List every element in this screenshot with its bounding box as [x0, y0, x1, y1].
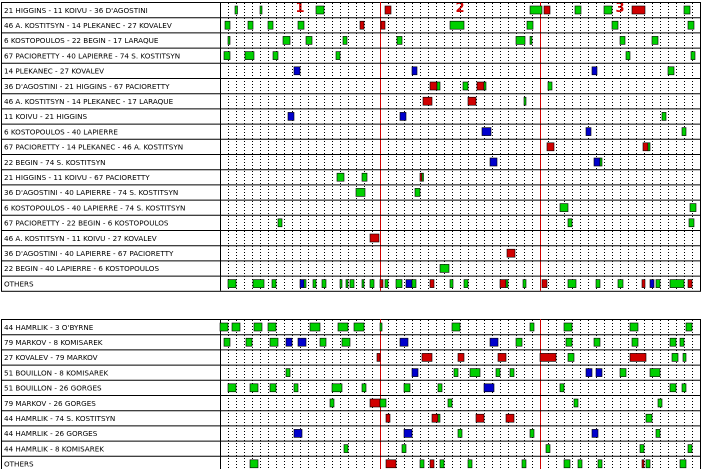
shift-bar-even: [566, 338, 572, 346]
shift-bar-even: [672, 353, 678, 361]
shift-bar-even: [253, 280, 264, 288]
shift-bar-even: [370, 280, 374, 288]
shift-bar-even: [506, 280, 508, 288]
shift-bar-even: [228, 280, 236, 288]
shift-bar-even: [650, 369, 660, 377]
shift-bar-pp: [370, 399, 380, 407]
shift-bar-even: [484, 82, 486, 90]
shift-bar-even: [680, 338, 684, 346]
row-label: 67 PACIORETTY - 40 LAPIERRE - 74 S. KOSTITSYN: [4, 51, 181, 61]
shift-bar-even: [448, 399, 452, 407]
row-label: 51 BOUILLON - 8 KOMISAREK: [4, 368, 109, 378]
shift-bar-pp: [430, 460, 434, 468]
shift-bar-pp: [377, 353, 380, 361]
shift-bar-even: [304, 280, 306, 288]
shift-bar-pp: [381, 21, 385, 29]
row-label: OTHERS: [4, 459, 34, 469]
shift-bar-even: [450, 280, 453, 288]
shift-bar-pp: [544, 6, 550, 14]
shift-bar-even: [548, 82, 552, 90]
shift-bar-even: [385, 280, 388, 288]
shift-bar-even: [452, 323, 460, 331]
shift-bar-pk: [298, 338, 306, 346]
shift-bar-pk: [650, 280, 654, 288]
shift-bar-even: [362, 384, 366, 392]
shift-bar-even: [248, 21, 253, 29]
row-label: OTHERS: [4, 279, 34, 289]
shift-bar-even: [380, 399, 386, 407]
shift-bar-even: [612, 21, 618, 29]
shift-bar-even: [688, 445, 692, 453]
shift-bar-even: [468, 460, 472, 468]
shift-bar-even: [396, 280, 402, 288]
shift-bar-pp: [507, 249, 515, 257]
shift-bar-pk: [586, 369, 592, 377]
shift-bar-pp: [360, 21, 364, 29]
shift-bar-even: [546, 445, 550, 453]
shift-bar-pp: [380, 280, 383, 288]
shift-bar-even: [470, 369, 480, 377]
shift-bar-even: [286, 369, 290, 377]
shift-bar-even: [527, 21, 533, 29]
shift-bar-even: [682, 384, 686, 392]
shift-bar-even: [340, 280, 342, 288]
shift-bar-pp: [643, 143, 648, 151]
shift-bar-even: [412, 280, 416, 288]
shift-bar-even: [575, 6, 581, 14]
shift-bar-even: [440, 460, 444, 468]
shift-bar-even: [458, 429, 462, 437]
shift-bar-even: [682, 128, 686, 136]
period-label: 1: [295, 1, 305, 16]
shift-bar-pp: [468, 97, 476, 105]
shift-bar-even: [684, 6, 690, 14]
shift-bar-even: [686, 323, 692, 331]
shift-bar-even: [343, 36, 347, 44]
shift-bar-pk: [586, 128, 591, 136]
shift-bar-pk: [294, 429, 302, 437]
shift-bar-pk: [400, 338, 408, 346]
shift-bar-even: [652, 36, 658, 44]
shift-bar-pk: [404, 429, 412, 437]
shift-bar-pk: [412, 67, 417, 75]
row-label: 67 PACIORETTY - 14 PLEKANEC - 46 A. KOSTITSYN: [4, 142, 184, 152]
shift-bar-pp: [430, 82, 437, 90]
shift-bar-pp: [476, 414, 484, 422]
shift-bar-pk: [300, 280, 304, 288]
shift-bar-even: [688, 21, 694, 29]
row-label: 6 KOSTOPOULOS - 22 BEGIN - 17 LARAQUE: [4, 36, 159, 46]
shift-bar-even: [342, 338, 350, 346]
shift-bar-even: [594, 338, 600, 346]
shift-bar-even: [626, 52, 630, 60]
shift-bar-even: [380, 323, 382, 331]
shift-bar-even: [438, 384, 442, 392]
shift-bar-even: [437, 82, 440, 90]
shift-bar-even: [496, 369, 500, 377]
shift-bar-even: [620, 369, 626, 377]
shift-bar-even: [283, 36, 290, 44]
shift-bar-pp: [422, 353, 432, 361]
shift-bar-even: [250, 460, 258, 468]
shift-bar-even: [510, 369, 514, 377]
row-label: 79 MARKOV - 8 KOMISAREK: [4, 338, 103, 347]
shift-bar-even: [332, 384, 342, 392]
shift-bar-pk: [592, 429, 598, 437]
shift-bar-even: [600, 158, 602, 166]
shift-bar-even: [690, 204, 696, 212]
row-label: 36 D'AGOSTINI - 40 LAPIERRE - 74 S. KOSTITSYN: [4, 188, 179, 198]
shift-bar-even: [420, 460, 424, 468]
shift-bar-pk: [400, 112, 406, 120]
shift-bar-even: [322, 280, 326, 288]
shift-bar-even: [316, 6, 324, 14]
shift-bar-even: [415, 188, 420, 196]
shift-bar-pp: [477, 82, 484, 90]
shift-bar-even: [336, 52, 340, 60]
shift-bar-even: [260, 6, 262, 14]
shift-bar-pp: [432, 414, 438, 422]
shift-bar-even: [310, 323, 320, 331]
shift-bar-even: [270, 384, 276, 392]
shift-bar-even: [397, 36, 402, 44]
row-label: 21 HIGGINS - 11 KOIVU - 67 PACIORETTY: [4, 173, 150, 182]
shift-bar-even: [440, 264, 449, 272]
shift-bar-pk: [412, 369, 418, 377]
shift-bar-pp: [430, 280, 434, 288]
row-label: 22 BEGIN - 40 LAPIERRE - 6 KOSTOPOULOS: [4, 264, 160, 274]
row-label: 67 PACIORETTY - 22 BEGIN - 6 KOSTOPOULOS: [4, 218, 169, 228]
row-label: 46 A. KOSTITSYN - 14 PLEKANEC - 17 LARAQUE: [4, 97, 174, 106]
shift-bar-pk: [484, 384, 494, 392]
shift-bar-even: [656, 280, 660, 288]
shift-bar-pk: [406, 280, 412, 288]
shift-bar-pp: [458, 353, 464, 361]
shift-bar-pk: [592, 67, 597, 75]
shift-bar-pp: [630, 353, 646, 361]
shift-bar-even: [523, 280, 526, 288]
shift-bar-even: [330, 399, 334, 407]
shift-bar-pp: [498, 353, 506, 361]
shift-bar-pp: [386, 414, 390, 422]
row-label: 36 D'AGOSTINI - 21 HIGGINS - 67 PACIORETTY: [4, 81, 170, 91]
shift-bar-even: [224, 52, 230, 60]
shift-bar-even: [568, 280, 576, 288]
shift-bar-even: [306, 36, 312, 44]
shift-bar-even: [344, 445, 348, 453]
shift-bar-even: [620, 36, 625, 44]
shift-bar-even: [268, 21, 273, 29]
shift-bar-even: [516, 338, 522, 346]
shift-bar-even: [220, 323, 228, 331]
shift-bar-even: [356, 188, 365, 196]
shift-bar-even: [228, 384, 236, 392]
shift-bar-even: [670, 280, 684, 288]
shift-bar-even: [224, 338, 230, 346]
shift-bar-even: [270, 338, 278, 346]
shift-bar-even: [228, 36, 230, 44]
row-label: 44 HAMRLIK - 26 GORGES: [4, 429, 98, 439]
shift-bar-even: [680, 460, 686, 468]
shift-bar-even: [630, 323, 638, 331]
shift-bar-pk: [594, 158, 600, 166]
shift-bar-even: [464, 280, 468, 288]
shift-bar-even: [568, 219, 572, 227]
row-label: 11 KOIVU - 21 HIGGINS: [4, 112, 88, 122]
row-label: 46 A. KOSTITSYN - 11 KOIVU - 27 KOVALEV: [4, 233, 157, 243]
shift-bar-even: [646, 414, 652, 422]
shift-bar-even: [598, 460, 602, 468]
shift-bar-even: [450, 21, 464, 29]
shift-bar-pk: [490, 338, 498, 346]
shift-bar-even: [522, 460, 526, 468]
shift-bar-even: [337, 173, 344, 181]
shift-bar-even: [564, 323, 572, 331]
shift-bar-pk: [294, 67, 300, 75]
shift-bar-even: [658, 399, 662, 407]
shift-bar-even: [313, 280, 316, 288]
shift-bar-even: [524, 97, 526, 105]
shift-bar-pp: [547, 143, 554, 151]
row-label: 6 KOSTOPOULOS - 40 LAPIERRE: [4, 127, 118, 137]
shift-bar-even: [346, 280, 348, 288]
shift-bar-even: [235, 6, 238, 14]
shift-bar-even: [560, 204, 568, 212]
shift-bar-even: [596, 280, 600, 288]
shift-bar-even: [354, 323, 364, 331]
shift-bar-even: [422, 173, 424, 181]
shift-bar-even: [254, 323, 262, 331]
shift-bar-even: [272, 280, 276, 288]
row-label: 6 KOSTOPOULOS - 40 LAPIERRE - 74 S. KOSTITSYN: [4, 203, 186, 213]
row-label: 44 HAMRLIK - 74 S. KOSTITSYN: [4, 414, 116, 423]
row-label: 21 HIGGINS - 11 KOIVU - 36 D'AGOSTINI: [4, 5, 148, 15]
shift-bar-even: [632, 338, 638, 346]
shift-bar-even: [530, 6, 542, 14]
shift-bar-even: [646, 460, 650, 468]
shift-bar-even: [516, 36, 525, 44]
shift-bar-even: [648, 143, 650, 151]
shift-bar-even: [232, 323, 240, 331]
shift-bar-even: [278, 219, 282, 227]
shift-bar-even: [668, 67, 674, 75]
row-label: 44 HAMRLIK - 3 O'BYRNE: [4, 322, 94, 332]
shift-bar-even: [670, 384, 676, 392]
shift-bar-even: [250, 384, 258, 392]
shift-bar-even: [362, 280, 364, 288]
row-label: 79 MARKOV - 26 GORGES: [4, 398, 96, 408]
shift-bar-even: [689, 219, 694, 227]
shift-bar-even: [530, 323, 534, 331]
shift-bar-pp: [542, 280, 547, 288]
shift-bar-even: [404, 384, 410, 392]
row-label: 14 PLEKANEC - 27 KOVALEV: [4, 66, 105, 76]
shift-bar-even: [225, 21, 230, 29]
shift-bar-even: [691, 52, 695, 60]
shift-bar-even: [618, 280, 623, 288]
shift-bar-even: [574, 399, 578, 407]
shift-bar-pp: [642, 460, 644, 468]
shift-bar-pk: [288, 112, 294, 120]
shift-bar-even: [568, 353, 574, 361]
shift-bar-pp: [423, 97, 432, 105]
shift-bar-pp: [385, 6, 391, 14]
shift-bar-pp: [642, 280, 645, 288]
shift-bar-even: [670, 338, 676, 346]
shift-bar-even: [268, 323, 276, 331]
shift-bar-even: [245, 52, 254, 60]
shift-bar-even: [530, 429, 534, 437]
shift-bar-even: [320, 338, 326, 346]
shift-bar-even: [578, 460, 582, 468]
shift-bar-even: [463, 82, 468, 90]
row-label: 46 A. KOSTITSYN - 14 PLEKANEC - 27 KOVALEV: [4, 21, 172, 30]
shift-bar-pp: [506, 414, 514, 422]
shift-bar-even: [640, 445, 644, 453]
shift-bar-pp: [540, 353, 556, 361]
shift-bar-even: [298, 21, 304, 29]
shift-bar-even: [438, 414, 440, 422]
row-label: 44 HAMRLIK - 8 KOMISAREK: [4, 444, 104, 454]
shift-bar-even: [560, 384, 564, 392]
shift-bar-pp: [386, 460, 396, 468]
shift-bar-even: [246, 338, 252, 346]
shift-bar-pp: [632, 6, 645, 14]
shift-bar-even: [338, 323, 348, 331]
shift-bar-even: [294, 384, 298, 392]
period-label: 3: [615, 1, 625, 16]
shift-bar-pp: [500, 280, 506, 288]
row-label: 51 BOUILLON - 26 GORGES: [4, 383, 102, 393]
shift-bar-even: [530, 36, 532, 44]
shift-bar-even: [564, 460, 570, 468]
shift-bar-even: [604, 6, 612, 14]
shift-bar-pk: [596, 369, 602, 377]
shift-bar-pk: [490, 158, 497, 166]
shift-bar-pk: [482, 128, 491, 136]
shift-bar-even: [683, 353, 686, 361]
shift-bar-even: [362, 173, 367, 181]
shift-bar-even: [402, 445, 406, 453]
shift-bar-even: [454, 369, 458, 377]
row-label: 22 BEGIN - 74 S. KOSTITSYN: [4, 157, 106, 167]
row-label: 36 D'AGOSTINI - 40 LAPIERRE - 67 PACIORETTY: [4, 249, 174, 258]
shift-bar-pp: [370, 234, 379, 242]
shift-bar-even: [662, 112, 666, 120]
shift-bar-pk: [286, 338, 292, 346]
shift-bar-even: [656, 429, 660, 437]
period-label: 2: [455, 1, 465, 16]
row-label: 27 KOVALEV - 79 MARKOV: [4, 353, 98, 363]
shift-bar-even: [273, 52, 278, 60]
shift-bar-even: [350, 280, 354, 288]
shift-bar-pp: [688, 280, 692, 288]
